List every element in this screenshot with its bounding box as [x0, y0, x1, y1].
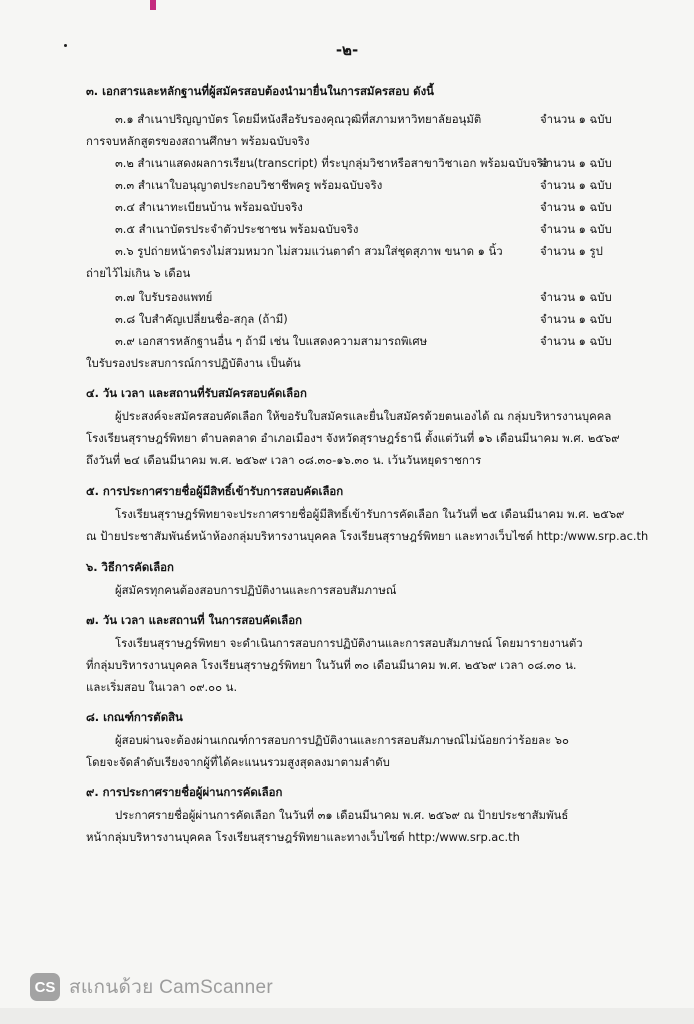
s3-item-6: ๓.๖ รูปถ่ายหน้าตรงไม่สวมหมวก ไม่สวมแว่นตาดำ สวมใส่ชุดสุภาพ ขนาด ๑ นิ้ว [115, 244, 503, 258]
s3-item-1: ๓.๑ สำเนาปริญญาบัตร โดยมีหนังสือรับรองคุณวุฒิที่สภามหาวิทยาลัยอนุมัติ [115, 112, 482, 126]
s6-line-1: ผู้สมัครทุกคนต้องสอบการปฏิบัติงานและการสอบสัมภาษณ์ [115, 583, 397, 597]
s3-item-2: ๓.๒ สำเนาแสดงผลการเรียน(transcript) ที่ระบุกลุ่มวิชาหรือสาขาวิชาเอก พร้อมฉบับจริง [115, 156, 549, 170]
section-3-heading: ๓. เอกสารและหลักฐานที่ผู้สมัครสอบต้องนำมายื่นในการสมัครสอบ ดังนี้ [86, 84, 434, 98]
s8-line-2: โดยจะจัดลำดับเรียงจากผู้ที่ได้คะแนนรวมสูงสุดลงมาตามลำดับ [86, 755, 390, 769]
s3-item-7-count: จำนวน ๑ ฉบับ [540, 290, 612, 304]
camscanner-text: สแกนด้วย CamScanner [69, 977, 274, 998]
s3-item-1-count: จำนวน ๑ ฉบับ [540, 112, 612, 126]
pink-margin-mark [150, 0, 156, 10]
s3-item-3-count: จำนวน ๑ ฉบับ [540, 178, 612, 192]
s3-item-8: ๓.๘ ใบสำคัญเปลี่ยนชื่อ-สกุล (ถ้ามี) [115, 312, 288, 326]
s3-item-1-cont: การจบหลักสูตรของสถานศึกษา พร้อมฉบับจริง [86, 134, 310, 148]
s7-line-1: โรงเรียนสุราษฎร์พิทยา จะดำเนินการสอบการปฏิบัติงานและการสอบสัมภาษณ์ โดยมารายงานตัว [115, 636, 583, 650]
section-9-heading: ๙. การประกาศรายชื่อผู้ผ่านการคัดเลือก [86, 785, 283, 799]
camscanner-logo-icon: CS [30, 973, 60, 1001]
s7-line-2: ที่กลุ่มบริหารงานบุคคล โรงเรียนสุราษฎร์พิทยา ในวันที่ ๓๐ เดือนมีนาคม พ.ศ. ๒๕๖๙ เวลา ๐๘.๓๐ น. [86, 658, 577, 672]
s5-line-2: ณ ป้ายประชาสัมพันธ์หน้าห้องกลุ่มบริหารงานบุคคล โรงเรียนสุราษฎร์พิทยา และทางเว็บไซต์ http:/www.srp.ac.th [86, 529, 649, 543]
s3-item-8-count: จำนวน ๑ ฉบับ [540, 312, 612, 326]
s3-item-3: ๓.๓ สำเนาใบอนุญาตประกอบวิชาชีพครู พร้อมฉบับจริง [115, 178, 383, 192]
section-4-heading: ๔. วัน เวลา และสถานที่รับสมัครสอบคัดเลือก [86, 386, 307, 400]
s3-item-6-cont: ถ่ายไว้ไม่เกิน ๖ เดือน [86, 266, 191, 280]
s5-line-1: โรงเรียนสุราษฎร์พิทยาจะประกาศรายชื่อผู้มีสิทธิ์เข้ารับการคัดเลือก ในวันที่ ๒๕ เดือนมีนาคม พ.ศ. ๒๕๖๙ [115, 507, 625, 521]
s3-item-5: ๓.๕ สำเนาบัตรประจำตัวประชาชน พร้อมฉบับจริง [115, 222, 359, 236]
s3-item-4-count: จำนวน ๑ ฉบับ [540, 200, 612, 214]
s8-line-1: ผู้สอบผ่านจะต้องผ่านเกณฑ์การสอบการปฏิบัติงานและการสอบสัมภาษณ์ไม่น้อยกว่าร้อยละ ๖๐ [115, 733, 569, 747]
s3-item-2-count: จำนวน ๑ ฉบับ [540, 156, 612, 170]
s9-line-1: ประกาศรายชื่อผู้ผ่านการคัดเลือก ในวันที่ ๓๑ เดือนมีนาคม พ.ศ. ๒๕๖๙ ณ ป้ายประชาสัมพันธ์ [115, 808, 569, 822]
page-number: -๒- [335, 41, 359, 59]
s3-item-9-cont: ใบรับรองประสบการณ์การปฏิบัติงาน เป็นต้น [86, 356, 301, 370]
s3-item-9: ๓.๙ เอกสารหลักฐานอื่น ๆ ถ้ามี เช่น ใบแสดงความสามารถพิเศษ [115, 334, 428, 348]
s4-line-2: โรงเรียนสุราษฎร์พิทยา ตำบลตลาด อำเภอเมืองฯ จังหวัดสุราษฎร์ธานี ตั้งแต่วันที่ ๑๖ เดือนมีนาคม พ.ศ. ๒๕๖๙ [86, 431, 620, 445]
s4-line-1: ผู้ประสงค์จะสมัครสอบคัดเลือก ให้ขอรับใบสมัครและยื่นใบสมัครด้วยตนเองได้ ณ กลุ่มบริหารงานบุคคล [115, 409, 612, 423]
section-7-heading: ๗. วัน เวลา และสถานที่ ในการสอบคัดเลือก [86, 613, 302, 627]
section-5-heading: ๕. การประกาศรายชื่อผู้มีสิทธิ์เข้ารับการสอบคัดเลือก [86, 484, 344, 498]
s9-line-2: หน้ากลุ่มบริหารงานบุคคล โรงเรียนสุราษฎร์พิทยาและทางเว็บไซต์ http:/www.srp.ac.th [86, 830, 520, 844]
section-8-heading: ๘. เกณฑ์การตัดสิน [86, 710, 183, 724]
s4-line-3: ถึงวันที่ ๒๔ เดือนมีนาคม พ.ศ. ๒๕๖๙ เวลา ๐๘.๓๐-๑๖.๓๐ น. เว้นวันหยุดราชการ [86, 453, 482, 467]
camscanner-watermark [30, 972, 273, 1002]
s7-line-3: และเริ่มสอบ ในเวลา ๐๙.๐๐ น. [86, 680, 238, 694]
s3-item-4: ๓.๔ สำเนาทะเบียนบ้าน พร้อมฉบับจริง [115, 200, 303, 214]
s3-item-7: ๓.๗ ใบรับรองแพทย์ [115, 290, 213, 304]
section-6-heading: ๖. วิธีการคัดเลือก [86, 560, 174, 574]
scan-bottom-edge [0, 1008, 694, 1024]
s3-item-6-count: จำนวน ๑ รูป [540, 244, 603, 258]
s3-item-5-count: จำนวน ๑ ฉบับ [540, 222, 612, 236]
s3-item-9-count: จำนวน ๑ ฉบับ [540, 334, 612, 348]
